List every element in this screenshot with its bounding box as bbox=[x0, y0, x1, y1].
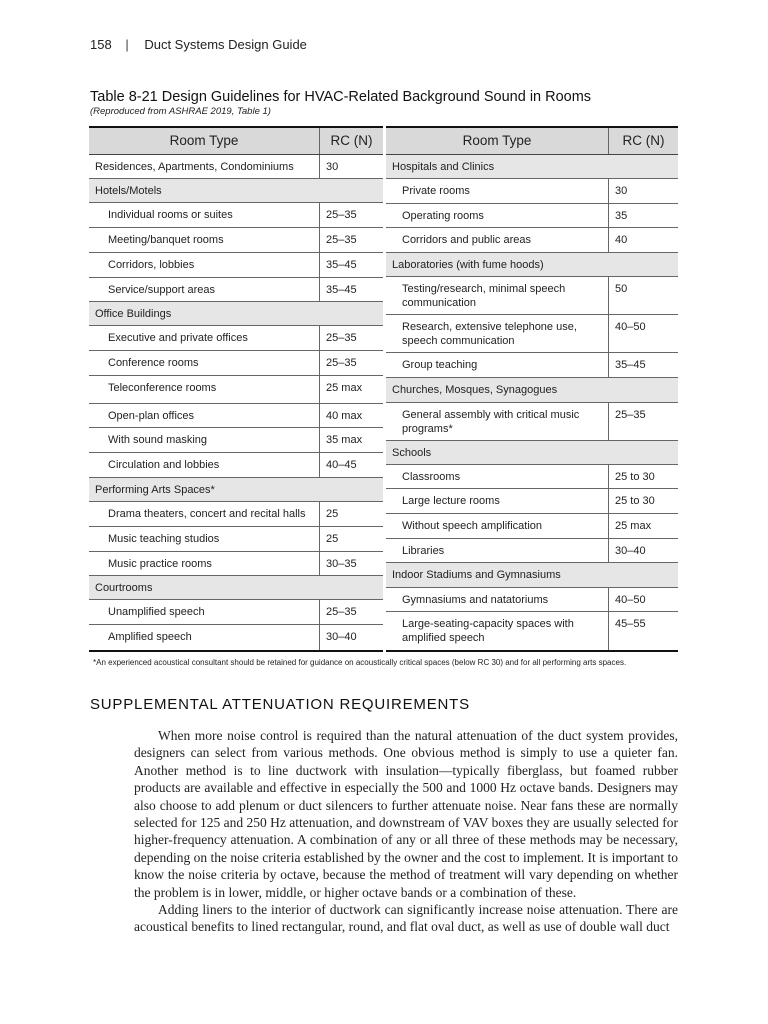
table-row bbox=[386, 403, 678, 441]
table-row bbox=[386, 465, 678, 489]
table-category-row bbox=[386, 155, 678, 179]
rc-value-cell: 25 max bbox=[608, 514, 678, 538]
room-type-cell: Circulation and lobbies bbox=[108, 459, 220, 471]
table-row bbox=[89, 203, 383, 228]
rc-value-cell: 40–50 bbox=[608, 588, 678, 611]
table-row bbox=[386, 612, 678, 650]
table-left-half bbox=[89, 126, 383, 652]
rc-value-cell: 40–50 bbox=[608, 315, 678, 352]
table-category-row bbox=[89, 576, 383, 600]
table-row bbox=[89, 376, 383, 404]
rc-value-cell: 35 max bbox=[319, 428, 383, 452]
room-type-cell: Hotels/Motels bbox=[95, 185, 162, 197]
rc-value-cell: 25–35 bbox=[608, 403, 678, 440]
book-title: Duct Systems Design Guide bbox=[144, 37, 307, 52]
room-type-cell: Music practice rooms bbox=[108, 558, 212, 570]
table-row bbox=[386, 588, 678, 612]
room-type-cell: Open-plan offices bbox=[108, 410, 195, 422]
room-type-cell: Private rooms bbox=[402, 185, 470, 197]
room-type-cell: Music teaching studios bbox=[108, 533, 220, 545]
rc-value-cell: 25–35 bbox=[319, 228, 383, 252]
table-row bbox=[89, 600, 383, 625]
rc-value-cell: 50 bbox=[608, 277, 678, 314]
room-type-cell: Corridors and public areas bbox=[402, 234, 532, 246]
table-row bbox=[386, 204, 678, 228]
table-row bbox=[89, 326, 383, 351]
table-row bbox=[89, 351, 383, 376]
rc-value-cell: 25 to 30 bbox=[608, 465, 678, 488]
room-type-cell: Libraries bbox=[402, 545, 445, 557]
table-subtitle: (Reproduced from ASHRAE 2019, Table 1) bbox=[90, 106, 271, 117]
running-header bbox=[90, 37, 307, 52]
table-row bbox=[89, 502, 383, 527]
table-category-row bbox=[386, 378, 678, 403]
rc-value-cell: 25–35 bbox=[319, 326, 383, 350]
rc-value-cell: 40 max bbox=[319, 404, 383, 427]
rc-value-cell: 45–55 bbox=[608, 612, 678, 650]
table-header-row bbox=[386, 128, 678, 155]
table-category-row bbox=[89, 302, 383, 326]
table-row bbox=[386, 489, 678, 514]
rc-value-cell: 30–40 bbox=[319, 625, 383, 650]
rc-value-cell: 25–35 bbox=[319, 600, 383, 624]
table-footnote: *An experienced acoustical consultant should be retained for guidance on acoustically critical spaces (below RC 30) and for all performing arts spaces. bbox=[93, 658, 627, 667]
page-number: 158 bbox=[90, 37, 112, 52]
column-header-room-type: Room Type bbox=[169, 133, 239, 148]
table-row bbox=[89, 155, 383, 179]
room-type-cell: Large-seating-capacity spaces with amplified speech bbox=[402, 618, 574, 644]
paragraph: When more noise control is required than the natural attenuation of the duct system provides, designers can select from various methods. One obvious method is simply to use a quieter fan. Another method is to line ductwork with insulation—typically fiberglass, but foamed rubber products are available and effective in especially the 500 and 1000 Hz octave bands. Designers may also choose to add plenum or duct silencers to further attenuate noise. Near fans these are normally selected for 125 and 250 Hz attenuation, and downstream of VAV boxes they are usually selected for higher-frequency attenuation. A combination of any or all three of these methods may be necessary, depending on the noise criteria established by the owner and the cost to implement. It is important to know the noise criteria by octave, because the method of treatment will vary depending on whether the problem is in lower, middle, or higher octave bands or a combination of these. bbox=[134, 728, 678, 900]
rc-value-cell: 40 bbox=[608, 228, 678, 252]
table-header-row bbox=[89, 128, 383, 155]
room-type-cell: Corridors, lobbies bbox=[108, 259, 195, 271]
rc-value-cell: 25 to 30 bbox=[608, 489, 678, 513]
rc-value-cell: 30–40 bbox=[608, 539, 678, 562]
room-type-cell: Without speech amplification bbox=[402, 520, 543, 532]
table-row bbox=[89, 253, 383, 278]
room-type-cell: Conference rooms bbox=[108, 357, 199, 369]
rc-value-cell: 25–35 bbox=[319, 203, 383, 227]
table-title: Table 8-21 Design Guidelines for HVAC-Related Background Sound in Rooms bbox=[90, 89, 592, 105]
rc-value-cell: 35–45 bbox=[608, 353, 678, 377]
room-type-cell: Classrooms bbox=[402, 471, 461, 483]
rc-value-cell: 25–35 bbox=[319, 351, 383, 375]
body-text bbox=[134, 727, 678, 936]
table-row bbox=[386, 228, 678, 253]
rc-value-cell: 25 max bbox=[319, 376, 383, 403]
section-heading: SUPPLEMENTAL ATTENUATION REQUIREMENTS bbox=[90, 696, 470, 713]
table-row bbox=[386, 353, 678, 378]
room-type-cell: Schools bbox=[392, 447, 432, 459]
rc-value-cell: 25 bbox=[319, 502, 383, 526]
column-header-room-type: Room Type bbox=[462, 133, 532, 148]
room-type-cell: Service/support areas bbox=[108, 284, 215, 296]
table-row bbox=[89, 278, 383, 302]
room-type-cell: Meeting/banquet rooms bbox=[108, 234, 224, 246]
room-type-cell: Performing Arts Spaces* bbox=[95, 484, 215, 496]
paragraph: Adding liners to the interior of ductwork can significantly increase noise attenuation. There are acoustical benefits to lined rectangular, round, and flat oval duct, as well as use of double wall duct bbox=[134, 902, 678, 935]
table-row bbox=[386, 179, 678, 204]
room-type-cell: Indoor Stadiums and Gymnasiums bbox=[392, 569, 561, 581]
rc-value-cell: 40–45 bbox=[319, 453, 383, 477]
rc-value-cell: 35 bbox=[608, 204, 678, 227]
room-type-cell: Hospitals and Clinics bbox=[392, 161, 495, 173]
room-type-cell: Drama theaters, concert and recital halls bbox=[108, 508, 306, 520]
column-header-rc: RC (N) bbox=[608, 128, 678, 154]
table-category-row bbox=[386, 253, 678, 277]
table-row bbox=[386, 514, 678, 539]
room-type-cell: Office Buildings bbox=[95, 308, 172, 320]
rc-value-cell: 35–45 bbox=[319, 278, 383, 301]
table-row bbox=[89, 625, 383, 650]
room-type-cell: Residences, Apartments, Condominiums bbox=[95, 161, 294, 173]
room-type-cell: Testing/research, minimal speech communication bbox=[402, 283, 566, 309]
column-header-rc: RC (N) bbox=[319, 128, 383, 154]
table-row bbox=[89, 527, 383, 552]
room-type-cell: Operating rooms bbox=[402, 210, 484, 222]
table-category-row bbox=[386, 441, 678, 465]
room-type-cell: Executive and private offices bbox=[108, 332, 248, 344]
room-type-cell: With sound masking bbox=[108, 434, 208, 446]
room-type-cell: Gymnasiums and natatoriums bbox=[402, 594, 549, 606]
table-category-row bbox=[386, 563, 678, 588]
room-type-cell: General assembly with critical music programs* bbox=[402, 409, 580, 435]
room-type-cell: Courtrooms bbox=[95, 582, 153, 594]
rc-value-cell: 35–45 bbox=[319, 253, 383, 277]
table-row bbox=[386, 315, 678, 353]
room-type-cell: Teleconference rooms bbox=[108, 382, 217, 394]
rc-value-cell: 30 bbox=[319, 155, 383, 178]
room-type-cell: Group teaching bbox=[402, 359, 478, 371]
table-category-row bbox=[89, 478, 383, 502]
room-type-cell: Research, extensive telephone use, speech communication bbox=[402, 321, 577, 347]
table-right-half bbox=[386, 126, 678, 652]
rc-value-cell: 30–35 bbox=[319, 552, 383, 575]
room-type-cell: Individual rooms or suites bbox=[108, 209, 233, 221]
rc-value-cell: 30 bbox=[608, 179, 678, 203]
room-type-cell: Amplified speech bbox=[108, 631, 192, 643]
header-separator: | bbox=[125, 37, 129, 52]
table-row bbox=[89, 228, 383, 253]
room-type-cell: Churches, Mosques, Synagogues bbox=[392, 384, 558, 396]
table-row bbox=[386, 277, 678, 315]
room-type-cell: Large lecture rooms bbox=[402, 495, 500, 507]
table-row bbox=[89, 404, 383, 428]
room-type-cell: Laboratories (with fume hoods) bbox=[392, 259, 544, 271]
rc-value-cell: 25 bbox=[319, 527, 383, 551]
table-row bbox=[386, 539, 678, 563]
table-row bbox=[89, 552, 383, 576]
room-type-cell: Unamplified speech bbox=[108, 606, 205, 618]
table-category-row bbox=[89, 179, 383, 203]
table-row bbox=[89, 453, 383, 478]
table-row bbox=[89, 428, 383, 453]
